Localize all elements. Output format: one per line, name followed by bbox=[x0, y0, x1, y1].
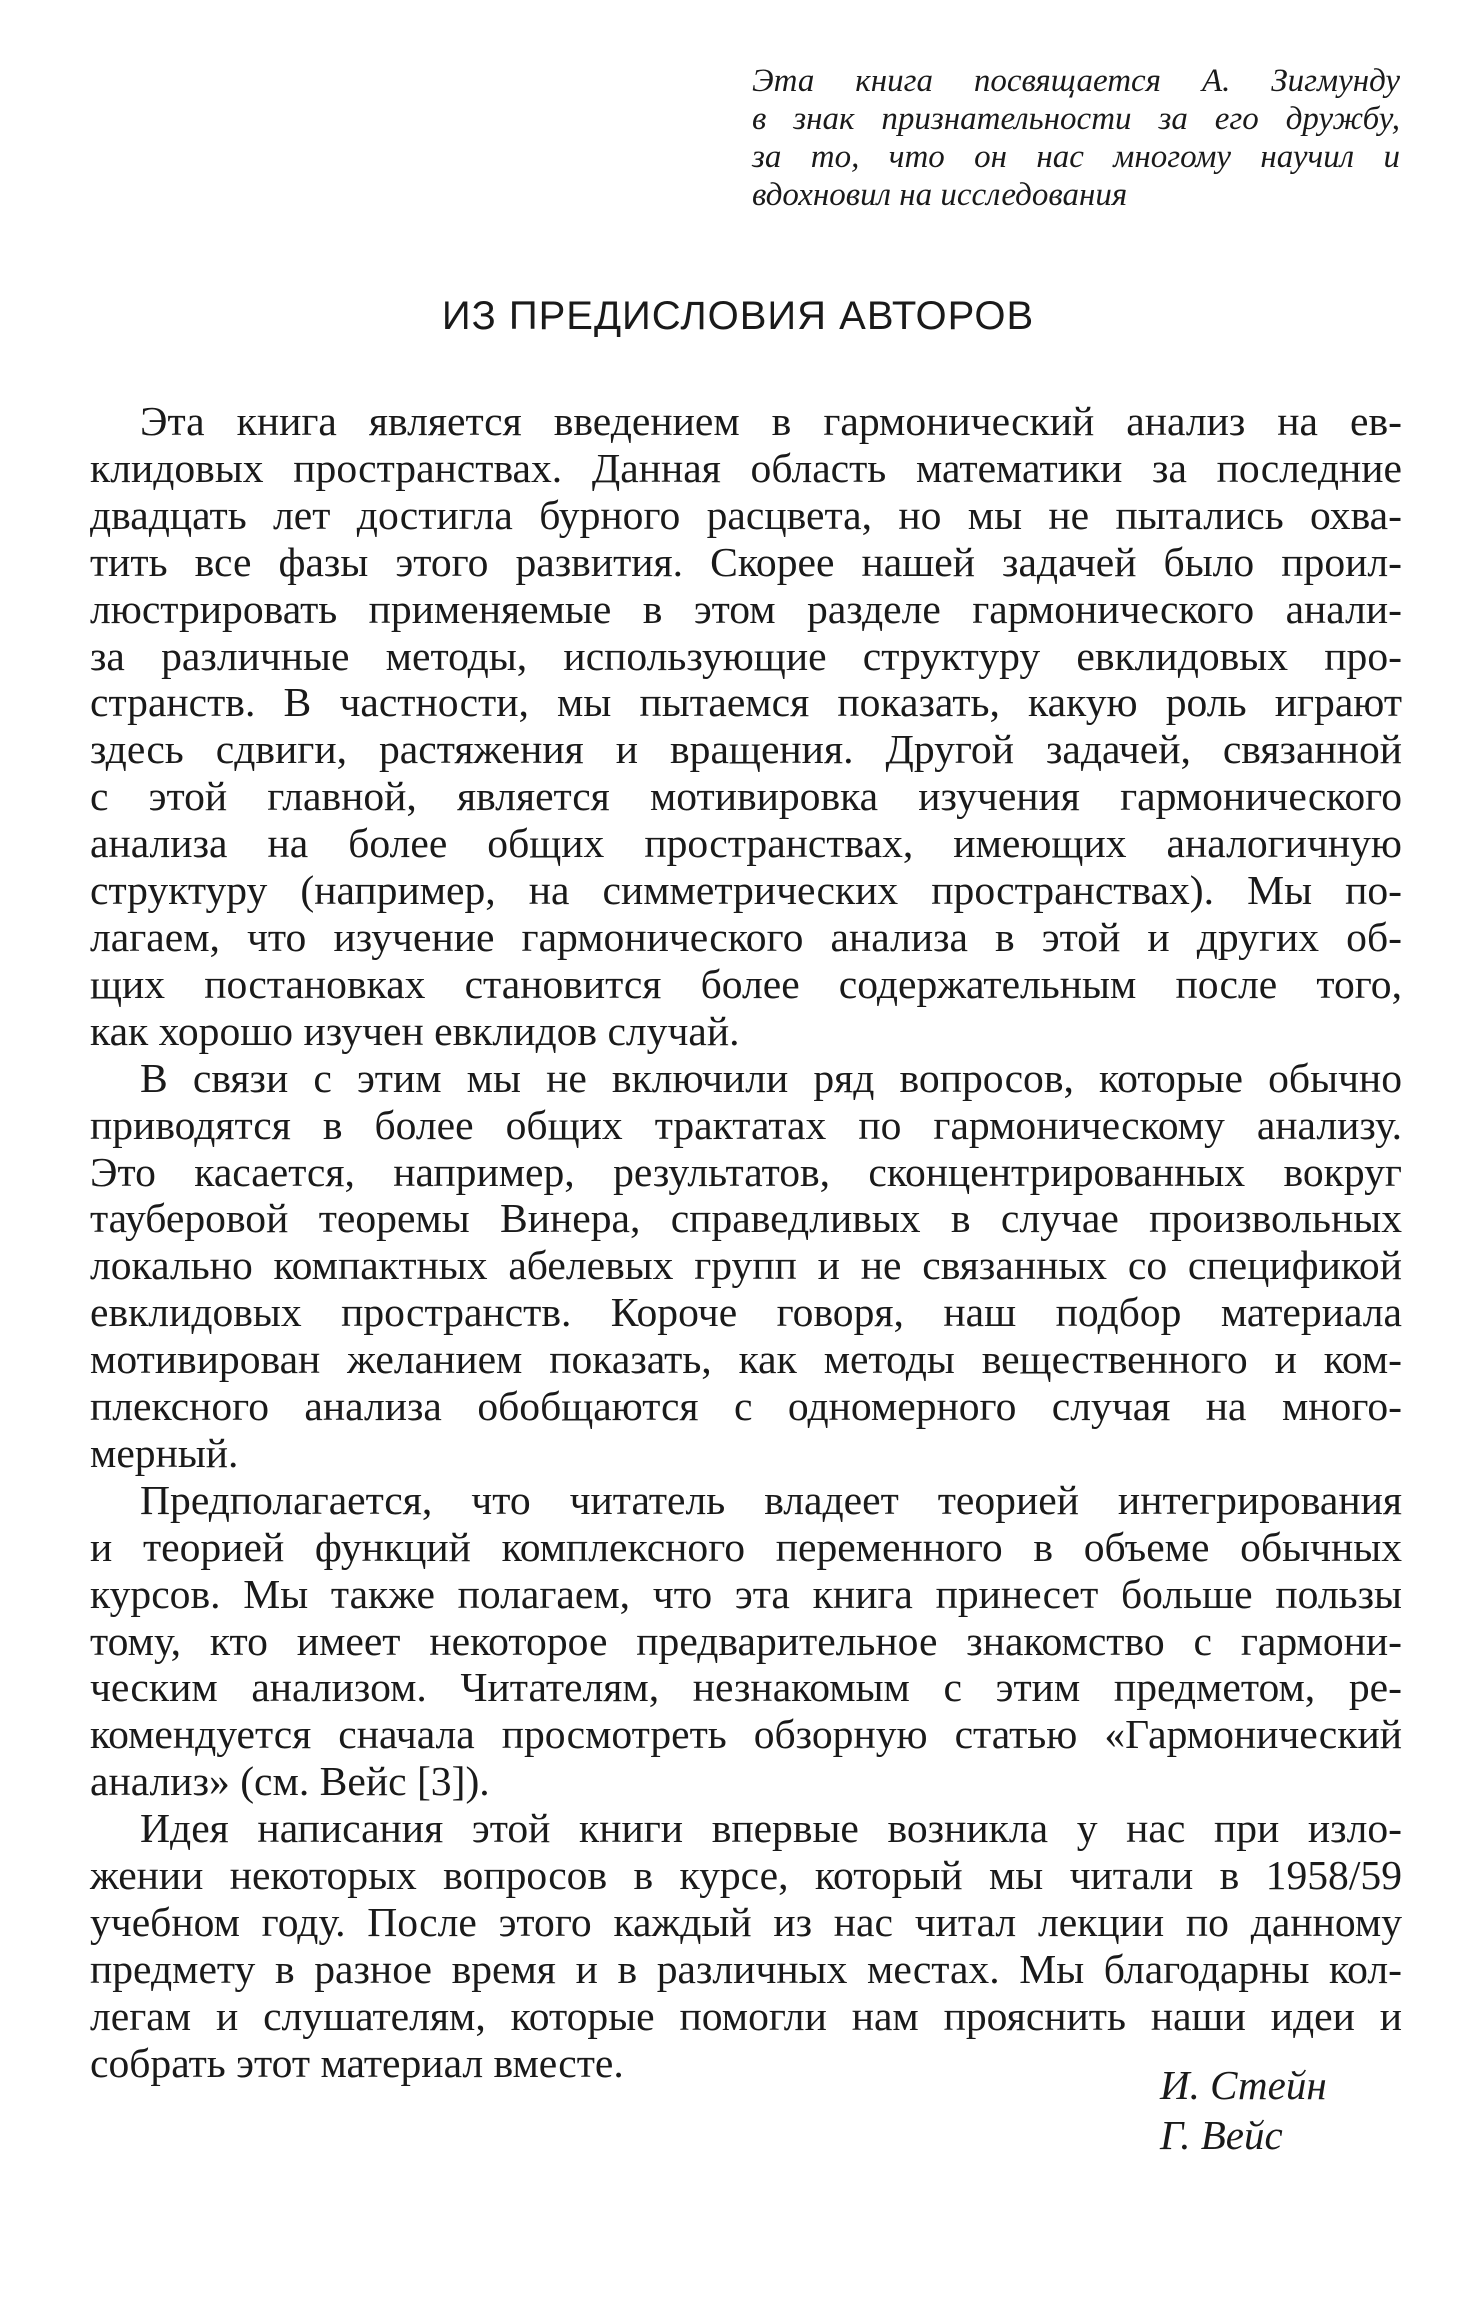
text-line: тить все фазы этого развития. Скорее нашей задачей было проил- bbox=[90, 538, 1402, 585]
author-name: Г. Вейс bbox=[1160, 2112, 1283, 2158]
text-line: Это касается, например, результатов, сконцентрированных вокруг bbox=[90, 1148, 1402, 1195]
text-line: структуру (например, на симметрических пространствах). Мы по- bbox=[90, 867, 1402, 914]
text-line: за различные методы, использующие структуру евклидовых про- bbox=[90, 632, 1402, 679]
dedication-line: вдохновил на исследования bbox=[752, 177, 1128, 213]
text-line: евклидовых пространств. Короче говоря, наш подбор материала bbox=[90, 1289, 1402, 1336]
text-line: анализ» (см. Вейс [3]). bbox=[90, 1758, 490, 1805]
text-line: учебном году. После этого каждый из нас читал лекции по данному bbox=[90, 1899, 1402, 1945]
paragraph bbox=[90, 398, 1402, 1055]
text-line: анализа на более общих пространствах, имеющих аналогичную bbox=[90, 820, 1402, 867]
text-line: В связи с этим мы не включили ряд вопросов, которые обычно bbox=[140, 1054, 1402, 1101]
text-line: щих постановках становится более содержательным после того, bbox=[90, 960, 1402, 1007]
text-line: двадцать лет достигла бурного расцвета, но мы не пытались охва- bbox=[90, 491, 1402, 538]
text-line: с этой главной, является мотивировка изучения гармонического bbox=[90, 773, 1402, 820]
text-line: комендуется сначала просмотреть обзорную статью «Гармонический bbox=[90, 1711, 1402, 1758]
dedication-line: Эта книга посвящается А. Зигмунду bbox=[752, 63, 1400, 99]
text-line: собрать этот материал вместе. bbox=[90, 2039, 624, 2086]
text-line: лагаем, что изучение гармонического анализа в этой и других об- bbox=[90, 913, 1402, 960]
text-line: локально компактных абелевых групп и не связанных со спецификой bbox=[90, 1242, 1402, 1289]
text-line: Идея написания этой книги впервые возникла у нас при изло- bbox=[140, 1805, 1402, 1852]
text-line: мерный. bbox=[90, 1429, 239, 1476]
text-line: как хорошо изучен евклидов случай. bbox=[90, 1007, 740, 1054]
text-line: и теорией функций комплексного переменного в объеме обычных bbox=[90, 1523, 1402, 1570]
text-line: Эта книга является введением в гармонический анализ на ев- bbox=[140, 398, 1402, 444]
paragraph bbox=[90, 1477, 1402, 1805]
text-line: клидовых пространствах. Данная область математики за последние bbox=[90, 444, 1402, 491]
text-line: люстрировать применяемые в этом разделе гармонического анали- bbox=[90, 585, 1402, 632]
text-line: тому, кто имеет некоторое предварительное знакомство с гармони- bbox=[90, 1617, 1402, 1664]
dedication-line: в знак признательности за его дружбу, bbox=[752, 101, 1400, 137]
page-title: ИЗ ПРЕДИСЛОВИЯ АВТОРОВ bbox=[441, 294, 1035, 338]
text-line: предмету в разное время и в различных местах. Мы благодарны кол- bbox=[90, 1945, 1402, 1992]
paragraph bbox=[90, 1805, 1402, 2086]
text-line: тауберовой теоремы Винера, справедливых в случае произвольных bbox=[90, 1195, 1402, 1242]
text-line: жении некоторых вопросов в курсе, который мы читали в 1958/59 bbox=[90, 1852, 1402, 1899]
text-line: мотивирован желанием показать, как методы вещественного и ком- bbox=[90, 1336, 1402, 1383]
author-name: И. Стейн bbox=[1160, 2062, 1327, 2108]
text-line: приводятся в более общих трактатах по гармоническому анализу. bbox=[90, 1101, 1402, 1148]
dedication-line: за то, что он нас многому научил и bbox=[752, 139, 1400, 175]
preface-body bbox=[90, 398, 1402, 2087]
text-line: легам и слушателям, которые помогли нам прояснить наши идеи и bbox=[90, 1992, 1402, 2039]
text-line: курсов. Мы также полагаем, что эта книга принесет больше пользы bbox=[90, 1570, 1402, 1617]
text-line: странств. В частности, мы пытаемся показать, какую роль играют bbox=[90, 679, 1402, 726]
text-line: Предполагается, что читатель владеет теорией интегрирования bbox=[140, 1476, 1402, 1523]
text-line: ческим анализом. Читателям, незнакомым с этим предметом, ре- bbox=[90, 1664, 1402, 1711]
authors-signature bbox=[1160, 2060, 1327, 2160]
text-line: плексного анализа обобщаются с одномерного случая на много- bbox=[90, 1383, 1402, 1430]
paragraph bbox=[90, 1055, 1402, 1477]
dedication bbox=[752, 62, 1400, 214]
text-line: здесь сдвиги, растяжения и вращения. Другой задачей, связанной bbox=[90, 726, 1402, 773]
